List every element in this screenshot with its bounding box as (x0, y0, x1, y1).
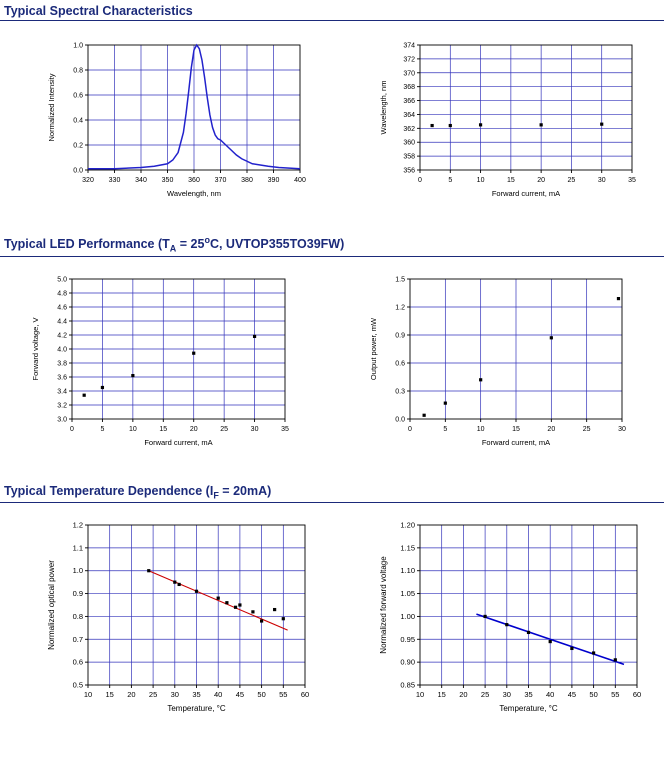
svg-text:60: 60 (300, 690, 310, 700)
svg-text:5: 5 (443, 425, 448, 433)
svg-text:Temperature, °C: Temperature, °C (499, 704, 558, 714)
svg-text:15: 15 (105, 690, 114, 700)
svg-text:0.3: 0.3 (395, 388, 405, 396)
temperature-title-post: = 20mA) (218, 483, 272, 498)
svg-text:3.4: 3.4 (57, 388, 67, 396)
svg-text:30: 30 (170, 690, 179, 700)
svg-text:1.5: 1.5 (395, 276, 405, 284)
svg-text:55: 55 (279, 690, 288, 700)
charts-row-temperature (0, 507, 664, 732)
svg-text:0.85: 0.85 (400, 680, 415, 690)
chart-cell-normalized-forward-voltage (332, 507, 664, 732)
svg-text:360: 360 (403, 139, 415, 147)
svg-text:Normalized forward voltage: Normalized forward voltage (379, 556, 388, 654)
svg-text:20: 20 (459, 690, 468, 700)
svg-text:358: 358 (403, 153, 415, 161)
svg-text:Wavelength, nm: Wavelength, nm (379, 80, 388, 135)
svg-text:Temperature, °C: Temperature, °C (167, 704, 226, 714)
svg-text:3.6: 3.6 (57, 374, 67, 382)
svg-text:350: 350 (161, 177, 174, 184)
section-divider-temperature (0, 502, 664, 503)
svg-text:0.9: 0.9 (395, 332, 405, 340)
temperature-title-pre: Typical Temperature Dependence (I (4, 483, 214, 498)
svg-text:Normalized Intensity: Normalized Intensity (47, 73, 56, 142)
svg-text:0.95: 0.95 (400, 634, 415, 644)
svg-text:35: 35 (524, 690, 533, 700)
svg-text:35: 35 (628, 177, 636, 184)
temperature-title-sub: F (213, 490, 219, 501)
section-title-temperature (0, 484, 664, 503)
output-power-plot (332, 261, 664, 476)
performance-title-mid: = 25 (176, 237, 205, 252)
performance-title-sup: o (204, 235, 210, 245)
svg-text:4.8: 4.8 (57, 290, 67, 298)
svg-text:20: 20 (127, 690, 136, 700)
svg-text:5: 5 (448, 177, 453, 184)
svg-text:4.2: 4.2 (57, 332, 67, 340)
svg-text:0.5: 0.5 (72, 680, 83, 690)
svg-text:4.4: 4.4 (57, 318, 67, 326)
svg-text:1.2: 1.2 (395, 304, 405, 312)
section-spectral-characteristics (0, 4, 664, 225)
forward-voltage-plot (0, 261, 332, 476)
svg-text:15: 15 (506, 177, 515, 184)
chart-spectrum (0, 25, 332, 225)
svg-text:374: 374 (403, 42, 415, 50)
svg-text:0.2: 0.2 (73, 142, 83, 150)
svg-text:362: 362 (403, 125, 415, 133)
svg-text:320: 320 (82, 177, 94, 184)
svg-text:0.6: 0.6 (395, 360, 405, 368)
svg-text:Forward current, mA: Forward current, mA (481, 437, 551, 447)
svg-text:30: 30 (502, 690, 511, 700)
svg-text:Forward voltage, V: Forward voltage, V (31, 317, 40, 381)
chart-cell-spectrum (0, 25, 332, 225)
charts-row-spectral (0, 25, 664, 225)
svg-text:356: 356 (403, 167, 415, 175)
svg-text:Output power, mW: Output power, mW (369, 317, 378, 380)
svg-text:0.4: 0.4 (73, 117, 83, 125)
svg-text:1.1: 1.1 (72, 543, 83, 553)
svg-text:20: 20 (189, 425, 198, 433)
performance-title-pre: Typical LED Performance (T (4, 237, 170, 252)
svg-text:0.7: 0.7 (72, 634, 83, 644)
spectrum-plot (0, 25, 332, 225)
svg-text:45: 45 (235, 690, 245, 700)
svg-text:30: 30 (250, 425, 259, 433)
svg-text:0.0: 0.0 (73, 167, 83, 175)
section-title-spectral: Typical Spectral Characteristics (4, 4, 193, 18)
svg-text:1.20: 1.20 (400, 520, 415, 530)
svg-text:1.00: 1.00 (400, 612, 415, 622)
charts-row-performance (0, 261, 664, 476)
svg-text:368: 368 (403, 84, 415, 92)
svg-text:60: 60 (632, 690, 642, 700)
section-divider-spectral (0, 20, 664, 21)
svg-text:340: 340 (135, 177, 147, 184)
svg-text:Forward current, mA: Forward current, mA (144, 437, 213, 447)
svg-text:45: 45 (567, 690, 577, 700)
svg-text:10: 10 (415, 690, 425, 700)
svg-text:5.0: 5.0 (57, 276, 67, 284)
svg-text:0.6: 0.6 (72, 657, 83, 667)
svg-text:40: 40 (214, 690, 223, 700)
svg-text:25: 25 (148, 690, 158, 700)
performance-title-sub: A (169, 243, 177, 254)
svg-text:30: 30 (597, 177, 606, 184)
svg-text:1.05: 1.05 (400, 589, 415, 599)
section-divider-performance (0, 256, 664, 257)
svg-text:25: 25 (480, 690, 490, 700)
svg-text:4.6: 4.6 (57, 304, 67, 312)
svg-text:Wavelength, nm: Wavelength, nm (167, 189, 221, 198)
svg-text:55: 55 (611, 690, 620, 700)
svg-text:20: 20 (547, 425, 556, 433)
section-temperature-dependence (0, 484, 664, 733)
performance-title-post: C, UVTOP355TO39FW) (209, 237, 345, 252)
svg-text:360: 360 (188, 177, 200, 184)
svg-text:1.2: 1.2 (72, 520, 83, 530)
section-title-performance (0, 235, 664, 256)
svg-text:1.15: 1.15 (400, 543, 415, 553)
chart-cell-wavelength (332, 25, 664, 225)
svg-text:50: 50 (589, 690, 598, 700)
chart-cell-normalized-optical-power (0, 507, 332, 732)
normalized-forward-voltage-plot (332, 507, 664, 732)
chart-normalized-optical-power (0, 507, 332, 732)
svg-text:0: 0 (70, 425, 74, 433)
svg-text:20: 20 (537, 177, 546, 184)
svg-text:10: 10 (128, 425, 137, 433)
wavelength-vs-current-plot (332, 25, 664, 225)
svg-text:25: 25 (220, 425, 229, 433)
svg-text:400: 400 (294, 177, 306, 184)
svg-text:4.0: 4.0 (57, 346, 67, 354)
svg-text:390: 390 (267, 177, 280, 184)
svg-text:3.2: 3.2 (57, 402, 67, 410)
svg-text:0.9: 0.9 (72, 589, 83, 599)
svg-text:0.90: 0.90 (400, 657, 415, 667)
svg-text:10: 10 (83, 690, 93, 700)
normalized-optical-power-plot (0, 507, 332, 732)
svg-text:15: 15 (437, 690, 446, 700)
svg-text:50: 50 (257, 690, 266, 700)
svg-text:15: 15 (512, 425, 520, 433)
svg-text:5: 5 (100, 425, 105, 433)
svg-text:380: 380 (241, 177, 253, 184)
svg-text:3.8: 3.8 (57, 360, 67, 368)
svg-text:370: 370 (214, 177, 227, 184)
svg-text:0: 0 (408, 425, 412, 433)
chart-cell-output-power (332, 261, 664, 476)
svg-text:35: 35 (281, 425, 289, 433)
chart-normalized-forward-voltage (332, 507, 664, 732)
svg-text:40: 40 (546, 690, 555, 700)
svg-text:0.6: 0.6 (73, 92, 83, 100)
svg-text:Normalized optical power: Normalized optical power (47, 560, 56, 651)
svg-text:0.8: 0.8 (73, 67, 83, 75)
svg-text:25: 25 (582, 425, 591, 433)
chart-output-power (332, 261, 664, 476)
chart-wavelength-vs-current (332, 25, 664, 225)
chart-forward-voltage (0, 261, 332, 476)
svg-text:30: 30 (618, 425, 626, 433)
svg-text:1.0: 1.0 (73, 42, 83, 50)
svg-text:1.10: 1.10 (400, 566, 415, 576)
svg-text:330: 330 (108, 177, 121, 184)
svg-text:35: 35 (192, 690, 201, 700)
chart-cell-forward-voltage (0, 261, 332, 476)
svg-text:10: 10 (476, 177, 485, 184)
svg-text:366: 366 (403, 98, 415, 106)
svg-text:0.8: 0.8 (72, 612, 83, 622)
svg-text:372: 372 (403, 56, 415, 64)
svg-text:10: 10 (476, 425, 485, 433)
svg-text:0: 0 (418, 177, 422, 184)
svg-text:Forward current, mA: Forward current, mA (491, 189, 561, 198)
section-led-performance (0, 235, 664, 476)
svg-text:3.0: 3.0 (57, 416, 67, 424)
svg-text:25: 25 (567, 177, 576, 184)
svg-text:15: 15 (159, 425, 168, 433)
svg-text:1.0: 1.0 (72, 566, 83, 576)
svg-text:0.0: 0.0 (395, 416, 405, 424)
svg-text:370: 370 (403, 70, 415, 78)
svg-text:364: 364 (403, 111, 415, 119)
